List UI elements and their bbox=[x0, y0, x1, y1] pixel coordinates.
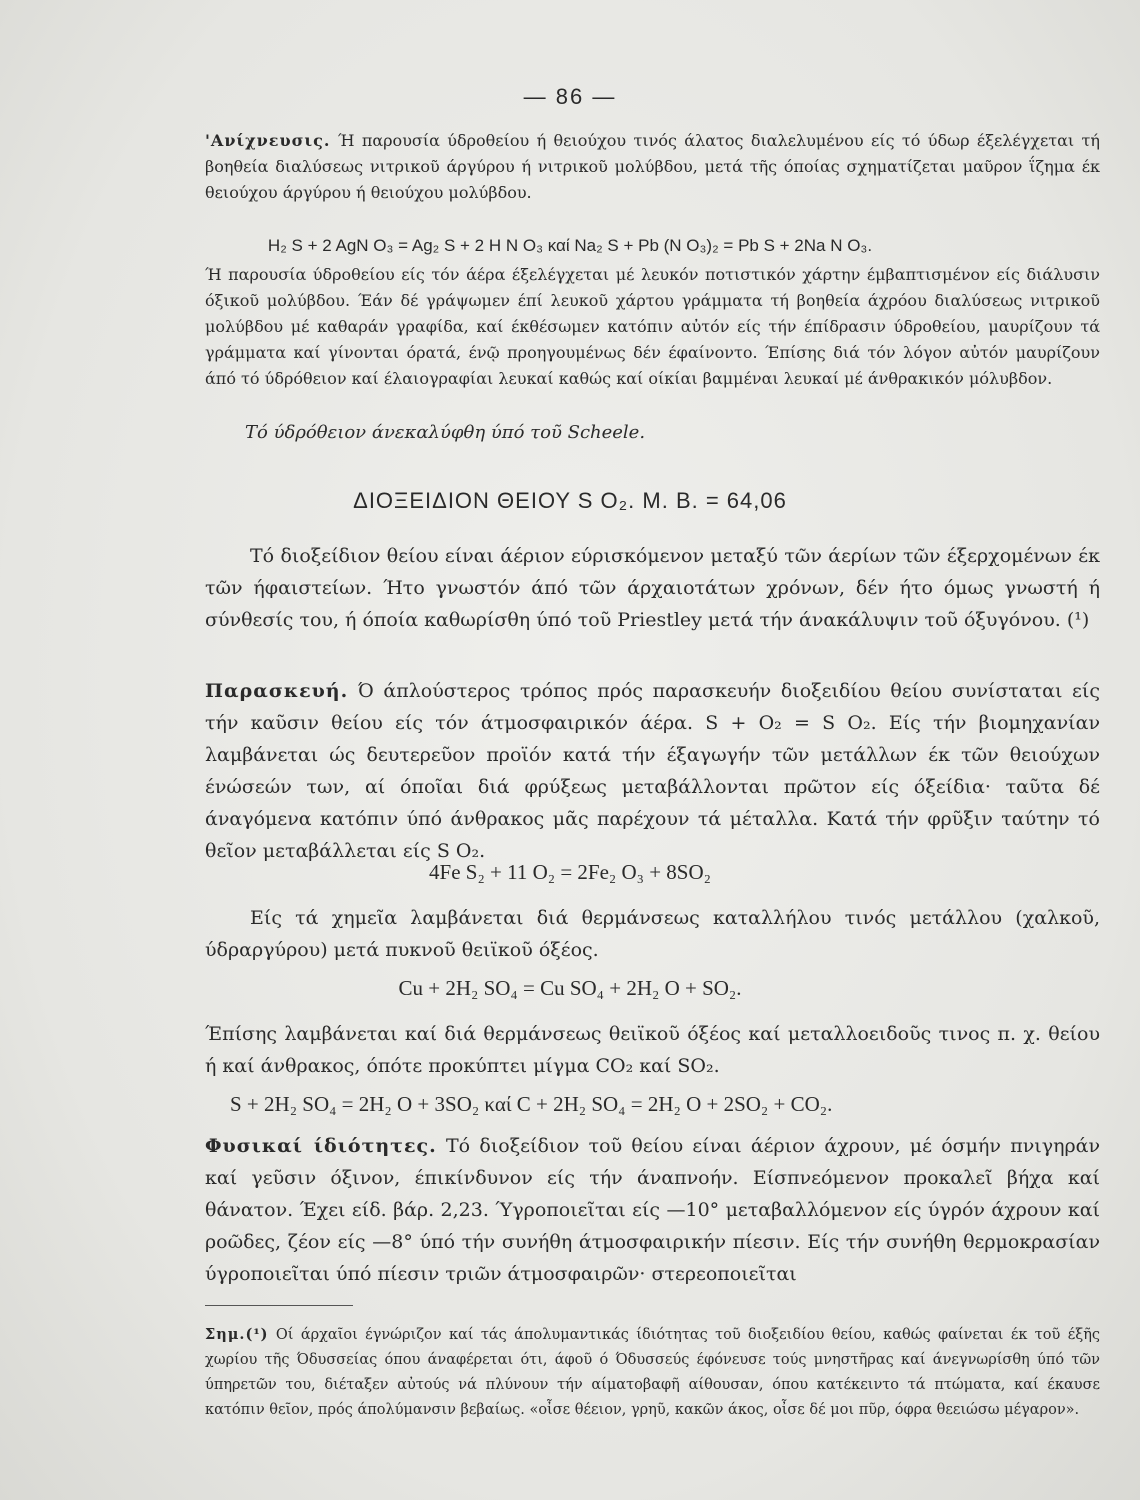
footnote-text: Οί άρχαῖοι έγνώριζον καί τάς άπολυμαντικάς ίδιότητας τοῦ διοξειδίου θείου, καθώς φαίνεται έκ τοῦ έξῆς χωρίου τῆς Όδυσσείας όπου άναφέρεται ότι, άφοῦ ό Όδυσσεύς έφόνευσε τούς μνηστῆρας καί άνεγνωρίσθη ύπό τῶν ύπηρετῶν του, διέταξεν αὐτούς νά πλύνουν τήν αίματοβαφῆ αίθουσαν, όπου κατέκειντο τά πτώματα, καί έκαυσε κατόπιν θεῖον, πρός άπολύμανσιν βεβαίως. «οἶσε θέειον, γρηῦ, κακῶν άκος, οἶσε δέ μοι πῦρ, όφρα θεειώσω μέγαρον». bbox=[205, 1327, 1100, 1418]
footnote bbox=[205, 1322, 1100, 1423]
footnote-label: Σημ.(¹) bbox=[205, 1326, 269, 1343]
detection-paragraph bbox=[205, 128, 1100, 206]
preparation-paragraph bbox=[205, 675, 1100, 867]
physical-properties-text: Τό διοξείδιον τοῦ θείου είναι άέριον άχρουν, μέ όσμήν πνιγηράν καί γεῦσιν όξινον, έπικίνδυνον είς τήν άναπνοήν. Είσπνεόμενον προκαλεῖ βήχα καί θάνατον. Έχει είδ. βάρ. 2,23. Ύγροποιεῖται είς —10° μεταβαλλόμενον είς ύγρόν άχρουν καί ροῶδες, ζέον είς —8° ύπό τήν συνήθη άτμοσφαιρικήν πίεσιν. Είς τήν συνήθη θερμοκρασίαν ύγροποιεῖται ύπό πίεσιν τριῶν άτμοσφαιρῶν· στερεοποιεῖται bbox=[205, 1135, 1100, 1285]
detection-equation: H₂ S + 2 AgN O₃ = Ag₂ S + 2 H N O₃ καί Na₂ S + Pb (N O₃)₂ = Pb S + 2Na N O₃. bbox=[267, 236, 873, 255]
preparation-heading: Παρασκευή. bbox=[205, 680, 349, 702]
air-detection-paragraph: Ή παρουσία ύδροθείου είς τόν άέρα έξελέγχεται μέ λευκόν ποτιστικόν χάρτην έμβαπτισμένον είς διάλυσιν όξικοῦ μολύβδου. Έάν δέ γράψωμεν έπί λευκοῦ χάρτου γράμματα τή βοηθεία άχρόου διαλύσεως νιτρικοῦ μολύβδου μέ καθαράν γραφίδα, καί έκθέσωμεν κατόπιν αὐτόν είς τήν έπίδρασιν ύδροθείου, μαυρίζουν τά γράμματα καί γίνονται όρατά, ένῷ προηγουμένως δέν έφαίνοντο. Έπίσης διά τόν λόγον αὐτόν μαυρίζουν άπό τό ύδρόθειον καί έλαιογραφίαι λευκαί καθώς καί οίκίαι βαμμέναι λευκαί μέ άνθρακικόν μόλυβδον. bbox=[205, 265, 1100, 388]
detection-text: Ή παρουσία ύδροθείου ή θειούχου τινός άλατος διαλελυμένου είς τό ύδωρ έξελέγχεται τή βοηθεία διαλύσεως νιτρικοῦ άργύρου ή νιτρικοῦ μολύβδου, μετά τῆς όποίας σχηματίζεται μαῦρον ΐζημα έκ θειούχου άργύρου ή θειούχου μολύβδου. bbox=[205, 131, 1100, 202]
equation-roasting: 4Fe S₂ + 11 O₂ = 2Fe₂ O₃ + 8SO₂ bbox=[429, 860, 711, 884]
detection-heading: 'Ανίχνευσις. bbox=[205, 131, 331, 150]
discovery-note: Τό ύδρόθειον άνεκαλύφθη ύπό τοῦ Scheele. bbox=[245, 422, 646, 443]
page-number: — 86 — bbox=[523, 84, 617, 109]
intro-paragraph: Τό διοξείδιον θείου είναι άέριον εύρισκόμενον μεταξύ τῶν άερίων τῶν έξερχομένων έκ τῶν ήφαιστείων. Ήτο γνωστόν άπό τῶν άρχαιοτάτων χρόνων, δέν ήτο όμως γνωστή ή σύνθεσίς του, ή όποία καθωρίσθη ύπό τοῦ Priestley μετά τήν άνακάλυψιν τοῦ όξυγόνου. (¹) bbox=[205, 545, 1100, 631]
preparation-text: Ό άπλούστερος τρόπος πρός παρασκευήν διοξειδίου θείου συνίσταται είς τήν καῦσιν θείου είς τόν άτμοσφαιρικόν άέρα. S + O₂ = S O₂. Είς τήν βιομηχανίαν λαμβάνεται ώς δευτερεῦον προϊόν κατά τήν έξαγωγήν τῶν μετάλλων έκ τῶν θειούχων ένώσεών των, αί όποῖαι διά φρύξεως μεταβάλλονται πρῶτον είς όξείδια· ταῦτα δέ άναγόμενα κατόπιν ύπό άνθρακος μᾶς παρέχουν τά μέταλλα. Κατά τήν φρῦξιν ταύτην τό θεῖον μεταβάλλεται είς S O₂. bbox=[205, 680, 1100, 862]
physical-properties-heading: Φυσικαί ίδιότητες. bbox=[205, 1135, 437, 1157]
footnote-divider bbox=[205, 1305, 353, 1306]
lab-preparation-paragraph: Είς τά χημεῖα λαμβάνεται διά θερμάνσεως καταλλήλου τινός μετάλλου (χαλκοῦ, ύδραργύρου) μετά πυκνοῦ θειϊκοῦ όξέος. bbox=[205, 907, 1100, 961]
section-title: ΔΙΟΞΕΙΔΙΟΝ ΘΕΙΟΥ S O₂. M. B. = 64,06 bbox=[353, 488, 787, 513]
equation-copper: Cu + 2H₂ SO₄ = Cu SO₄ + 2H₂ O + SO₂. bbox=[398, 976, 742, 1000]
also-preparation-paragraph: Έπίσης λαμβάνεται καί διά θερμάνσεως θειϊκοῦ όξέος καί μεταλλοειδοῦς τινος π. χ. θείου ή καί άνθρακος, όπότε προκύπτει μίγμα CO₂ καί SO₂. bbox=[205, 1023, 1100, 1077]
physical-properties-paragraph bbox=[205, 1130, 1100, 1290]
equation-sulfur-carbon: S + 2H₂ SO₄ = 2H₂ O + 3SO₂ καί C + 2H₂ SO₄ = 2H₂ O + 2SO₂ + CO₂. bbox=[230, 1092, 833, 1116]
